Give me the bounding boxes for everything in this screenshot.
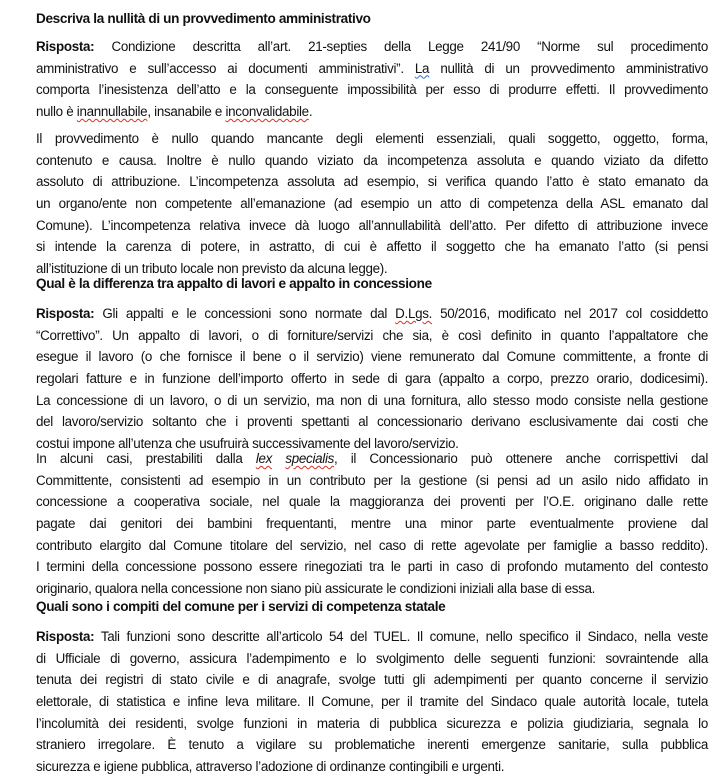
answer-paragraph-compiti <box>36 626 708 778</box>
text-line: Risposta: Tali funzioni sono descritte all’articolo 54 del TUEL. Il comune, nello specifico il Sindaco, nella veste <box>36 629 708 644</box>
text-line: originario, qualora nella concessione non siano più assicurate le condizioni iniziali alla base di essa. <box>36 581 596 597</box>
text-line: contributo elargito dal Comune titolare del servizio, nel caso di rette agevolate per famiglie a basso reddito). <box>36 537 708 553</box>
answer-paragraph-nullita <box>36 36 708 123</box>
text-line: elettorale, di statistica e infine leva militare. Il Comune, per il tramite del Sindaco quale autorità locale, tutela <box>36 694 708 710</box>
text-line: Risposta: Condizione descritta all’art. 21-septies della Legge 241/90 “Norme sul procedimento <box>36 39 708 54</box>
text-line: contenuto e causa. Inoltre è nullo quando viziato da incompetenza assoluta e quando viziato da difetto <box>36 152 708 168</box>
text-line: regolari fatture e in funzione dell’importo offerto in sede di gara (appalto a corpo, prezzo orario, dodicesimi). <box>36 371 708 387</box>
text-line: nullo è inannullabile, insanabile e inconvalidabile. <box>36 104 313 120</box>
text-line: del lavoro/servizio soltanto che i proventi spettanti al concessionario derivano esclusivamente dai costi che <box>36 414 708 430</box>
text-line: concessione a cooperativa sociale, nel quale la maggioranza dei proventi per l’O.E. originano dalle rette <box>36 494 708 510</box>
text-line: straniero irregolare. È tenuto a vigilare su problematiche inerenti emergenze sanitarie, sulla pubblica <box>36 737 708 753</box>
text-line: Il provvedimento è nullo quando mancante degli elementi essenziali, quali soggetto, oggetto, forma, <box>36 131 708 146</box>
italic-term-lex[interactable]: lex <box>255 451 273 466</box>
spelling-flagged-word[interactable]: D.Lgs. <box>395 306 433 321</box>
text-line: I termini della concessione possono essere rinegoziati tra le parti in caso di profondo mutamento del contesto <box>36 559 708 575</box>
text-line: “Correttivo”. Un appalto di lavori, o di forniture/servizi che sia, è così definito in quanto l’appaltatore che <box>36 327 708 343</box>
text-line: amministrativo e sull’accesso ai documenti amministrativi”. La nullità di un provvedimento amministrativo <box>36 60 708 76</box>
text-line: l’incolumità dei residenti, svolge funzioni in materia di pubblica sicurezza e polizia giudiziaria, segnala lo <box>36 715 708 731</box>
section-heading-appalto: Qual è la differenza tra appalto di lavori e appalto in concessione <box>36 276 432 291</box>
text-line: assoluto di attribuzione. L’incompetenza assoluta ad esempio, si verifica quando l’atto è stato emanato da <box>36 174 708 190</box>
answer-label: Risposta: <box>36 39 95 54</box>
spelling-flagged-word[interactable]: inconvalidabile <box>225 104 309 120</box>
italic-term-specialis[interactable]: specialis <box>285 451 335 466</box>
text-line: sicurezza e igiene pubblica, attraverso l’adozione di ordinanze contingibili e urgenti. <box>36 759 505 775</box>
text-line: Comune). L’incompetenza relativa invece dà luogo all’annullabilità dell’atto. Per difetto di attribuzione invece <box>36 217 708 233</box>
section-heading-compiti: Quali sono i compiti del comune per i servizi di competenza statale <box>36 599 446 614</box>
text-line: di Ufficiale di governo, assicura l’adempimento e lo svolgimento delle seguenti funzioni: sovraintende alla <box>36 650 708 666</box>
answer-label: Risposta: <box>36 306 95 321</box>
text-line: La concessione di un lavoro, o di un servizio, ma non di una fornitura, allo stesso modo consiste nella gestione <box>36 392 708 408</box>
text-line: pagate dai genitori dei bambini frequentanti, mentre una minor parte eventualmente proviene dal <box>36 516 708 532</box>
text-line: Risposta: Gli appalti e le concessioni sono normate dal D.Lgs. 50/2016, modificato nel 2017 col cosiddetto <box>36 306 708 321</box>
text-line: all’istituzione di un tributo locale non previsto da alcuna legge). <box>36 261 388 277</box>
text-line: esegue il lavoro (o che fornisce il bene o il servizio) viene remunerato dal Comune committente, a fronte di <box>36 349 708 365</box>
text-line: tenuta dei registri di stato civile e di anagrafe, svolge tutti gli adempimenti per quanto concerne il servizio <box>36 672 708 688</box>
section-heading-nullita: Descriva la nullità di un provvedimento amministrativo <box>36 11 371 26</box>
text-line: Committente, consistenti ad esempio in un contributo per la gestione (si pensi ad un asilo nido affidato in <box>36 472 708 488</box>
body-paragraph-concessione <box>36 448 708 600</box>
text-line: comporta l’inesistenza dell’atto e la conseguente impossibilità per esso di produrre effetti. Il provvedimento <box>36 82 708 98</box>
text-line: un organo/ente non competente all’emanazione (ad esempio un atto di competenza della ASL emanato dal <box>36 196 708 212</box>
text-line: costui impone all’utenza che usufruirà successivamente del lavoro/servizio. <box>36 436 459 452</box>
answer-paragraph-appalto <box>36 303 708 455</box>
text-line: si intende la carenza di potere, in astratto, di cui è affetto il soggetto che ha emanato l’atto (si pensi <box>36 239 708 255</box>
grammar-flagged-word[interactable]: La <box>414 60 430 76</box>
text-line: In alcuni casi, prestabiliti dalla lex specialis, il Concessionario può ottenere anche corrispettivi dal <box>36 451 708 466</box>
answer-label: Risposta: <box>36 629 95 644</box>
spelling-flagged-word[interactable]: inannullabile <box>76 104 148 120</box>
body-paragraph-nullita <box>36 128 708 280</box>
